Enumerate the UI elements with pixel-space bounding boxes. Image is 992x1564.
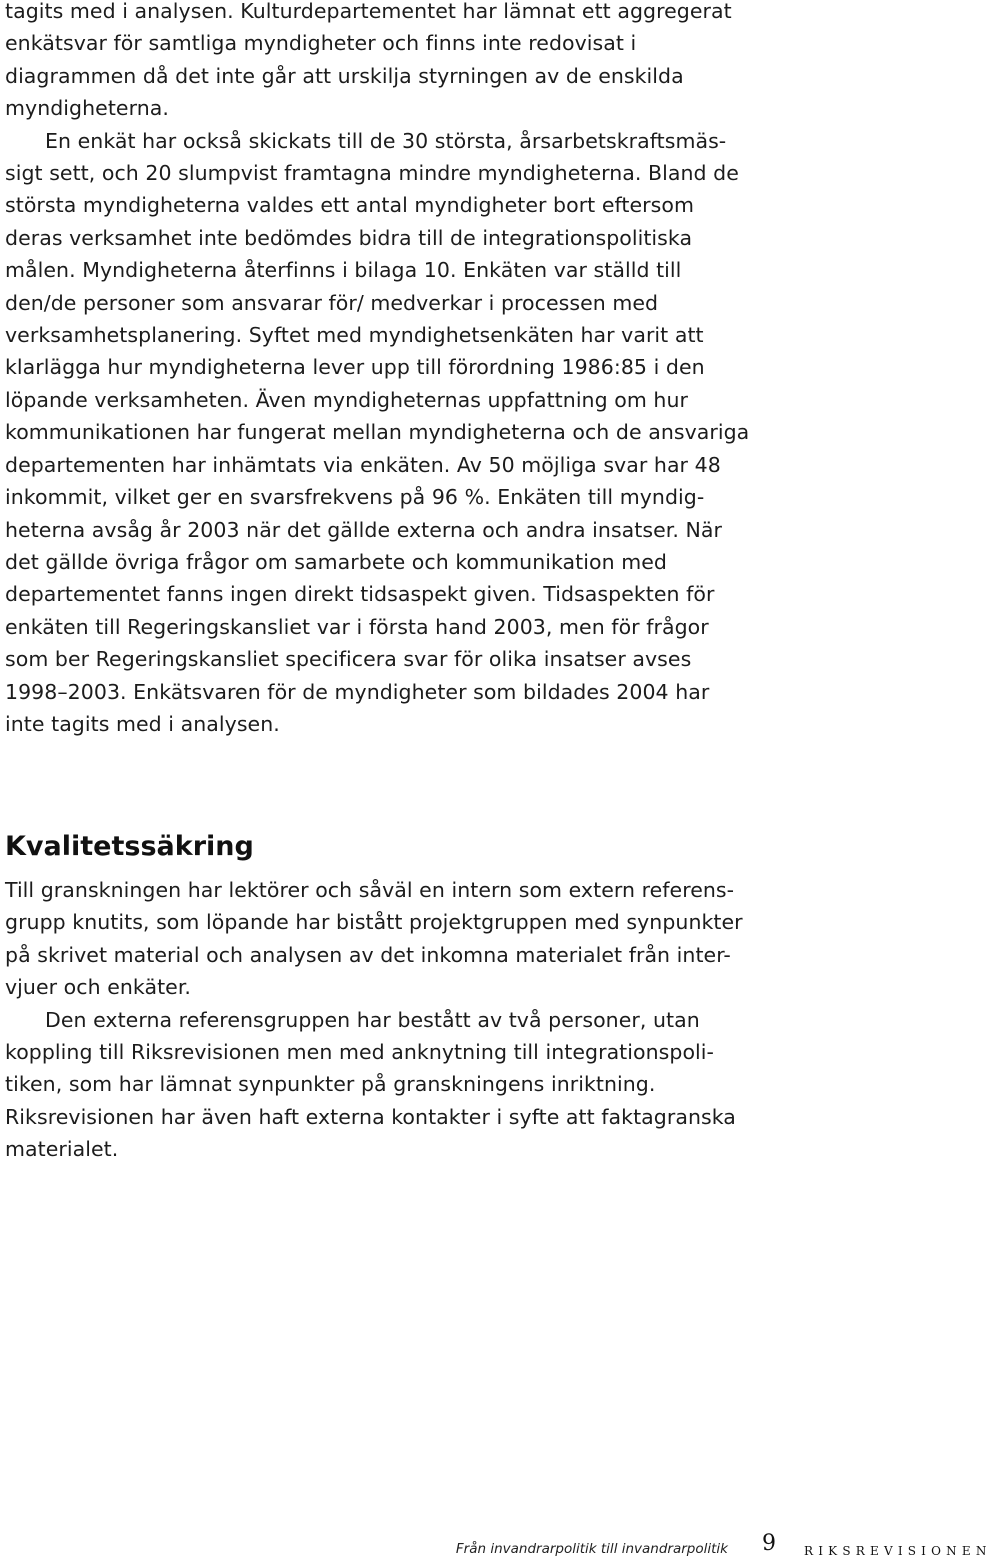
text-line: enkätsvar för samtliga myndigheter och finns inte redovisat i (5, 31, 637, 56)
section-heading: Kvalitetssäkring (5, 831, 254, 862)
text-line: materialet. (5, 1137, 119, 1162)
body-text-section (5, 874, 745, 1166)
paragraph (5, 0, 745, 125)
text-line: Den externa referensgruppen har bestått av två personer, utan (45, 1007, 700, 1032)
paragraph (5, 125, 750, 741)
paragraph (5, 874, 745, 1004)
text-line: den/de personer som ansvarar för/ medverkar i processen med (5, 290, 659, 315)
text-line: tiken, som har lämnat synpunkter på granskningens inriktning. (5, 1072, 656, 1097)
text-line: löpande verksamheten. Även myndigheternas uppfattning om hur (5, 387, 688, 412)
text-line: departementen har inhämtats via enkäten. Av 50 möjliga svar har 48 (5, 452, 721, 477)
text-line: 1998–2003. Enkätsvaren för de myndigheter som bildades 2004 har (5, 679, 710, 704)
text-line: inkommit, vilket ger en svarsfrekvens på 96 %. Enkäten till myndig- (5, 485, 705, 510)
text-line: det gällde övriga frågor om samarbete och kommunikation med (5, 549, 667, 574)
footer-document-title: Från invandrarpolitik till invandrarpolitik (455, 1541, 728, 1557)
text-line: grupp knutits, som löpande har bistått projektgruppen med synpunkter (5, 910, 743, 935)
organization-logo: RIKSREVISIONEN (804, 1544, 992, 1558)
text-line: målen. Myndigheterna återfinns i bilaga 10. Enkäten var ställd till (5, 258, 682, 283)
text-line: inte tagits med i analysen. (5, 711, 280, 736)
text-line: enkäten till Regeringskansliet var i första hand 2003, men för frågor (5, 614, 709, 639)
paragraph (5, 1004, 745, 1166)
text-line: Riksrevisionen har även haft externa kontakter i syfte att faktagranska (5, 1104, 736, 1129)
text-line: deras verksamhet inte bedömdes bidra till de integrationspolitiska (5, 225, 693, 250)
text-line: sigt sett, och 20 slumpvist framtagna mindre myndigheterna. Bland de (5, 161, 739, 186)
page-footer (0, 1531, 992, 1564)
text-line: klarlägga hur myndigheterna lever upp till förordning 1986:85 i den (5, 355, 705, 380)
text-line: heterna avsåg år 2003 när det gällde externa och andra insatser. När (5, 517, 722, 542)
text-line: kommunikationen har fungerat mellan myndigheterna och de ansvariga (5, 420, 750, 445)
body-text-section (5, 0, 750, 740)
text-line: En enkät har också skickats till de 30 största, årsarbetskraftsmäs- (45, 128, 727, 153)
text-line: koppling till Riksrevisionen men med anknytning till integrationspoli- (5, 1040, 714, 1065)
text-line: departementet fanns ingen direkt tidsaspekt given. Tidsaspekten för (5, 582, 715, 607)
text-line: största myndigheterna valdes ett antal myndigheter bort eftersom (5, 193, 694, 218)
text-line: diagrammen då det inte går att urskilja styrningen av de enskilda (5, 63, 684, 88)
text-line: tagits med i analysen. Kulturdepartementet har lämnat ett aggregerat (5, 0, 732, 23)
text-line: verksamhetsplanering. Syftet med myndighetsenkäten har varit att (5, 323, 704, 348)
text-line: myndigheterna. (5, 96, 169, 121)
text-line: Till granskningen har lektörer och såväl en intern som extern referens- (5, 878, 735, 902)
text-line: som ber Regeringskansliet specificera svar för olika insatser avses (5, 647, 692, 672)
text-line: på skrivet material och analysen av det inkomna materialet från inter- (5, 942, 731, 967)
page-number: 9 (762, 1531, 776, 1556)
text-line: vjuer och enkäter. (5, 975, 191, 1000)
